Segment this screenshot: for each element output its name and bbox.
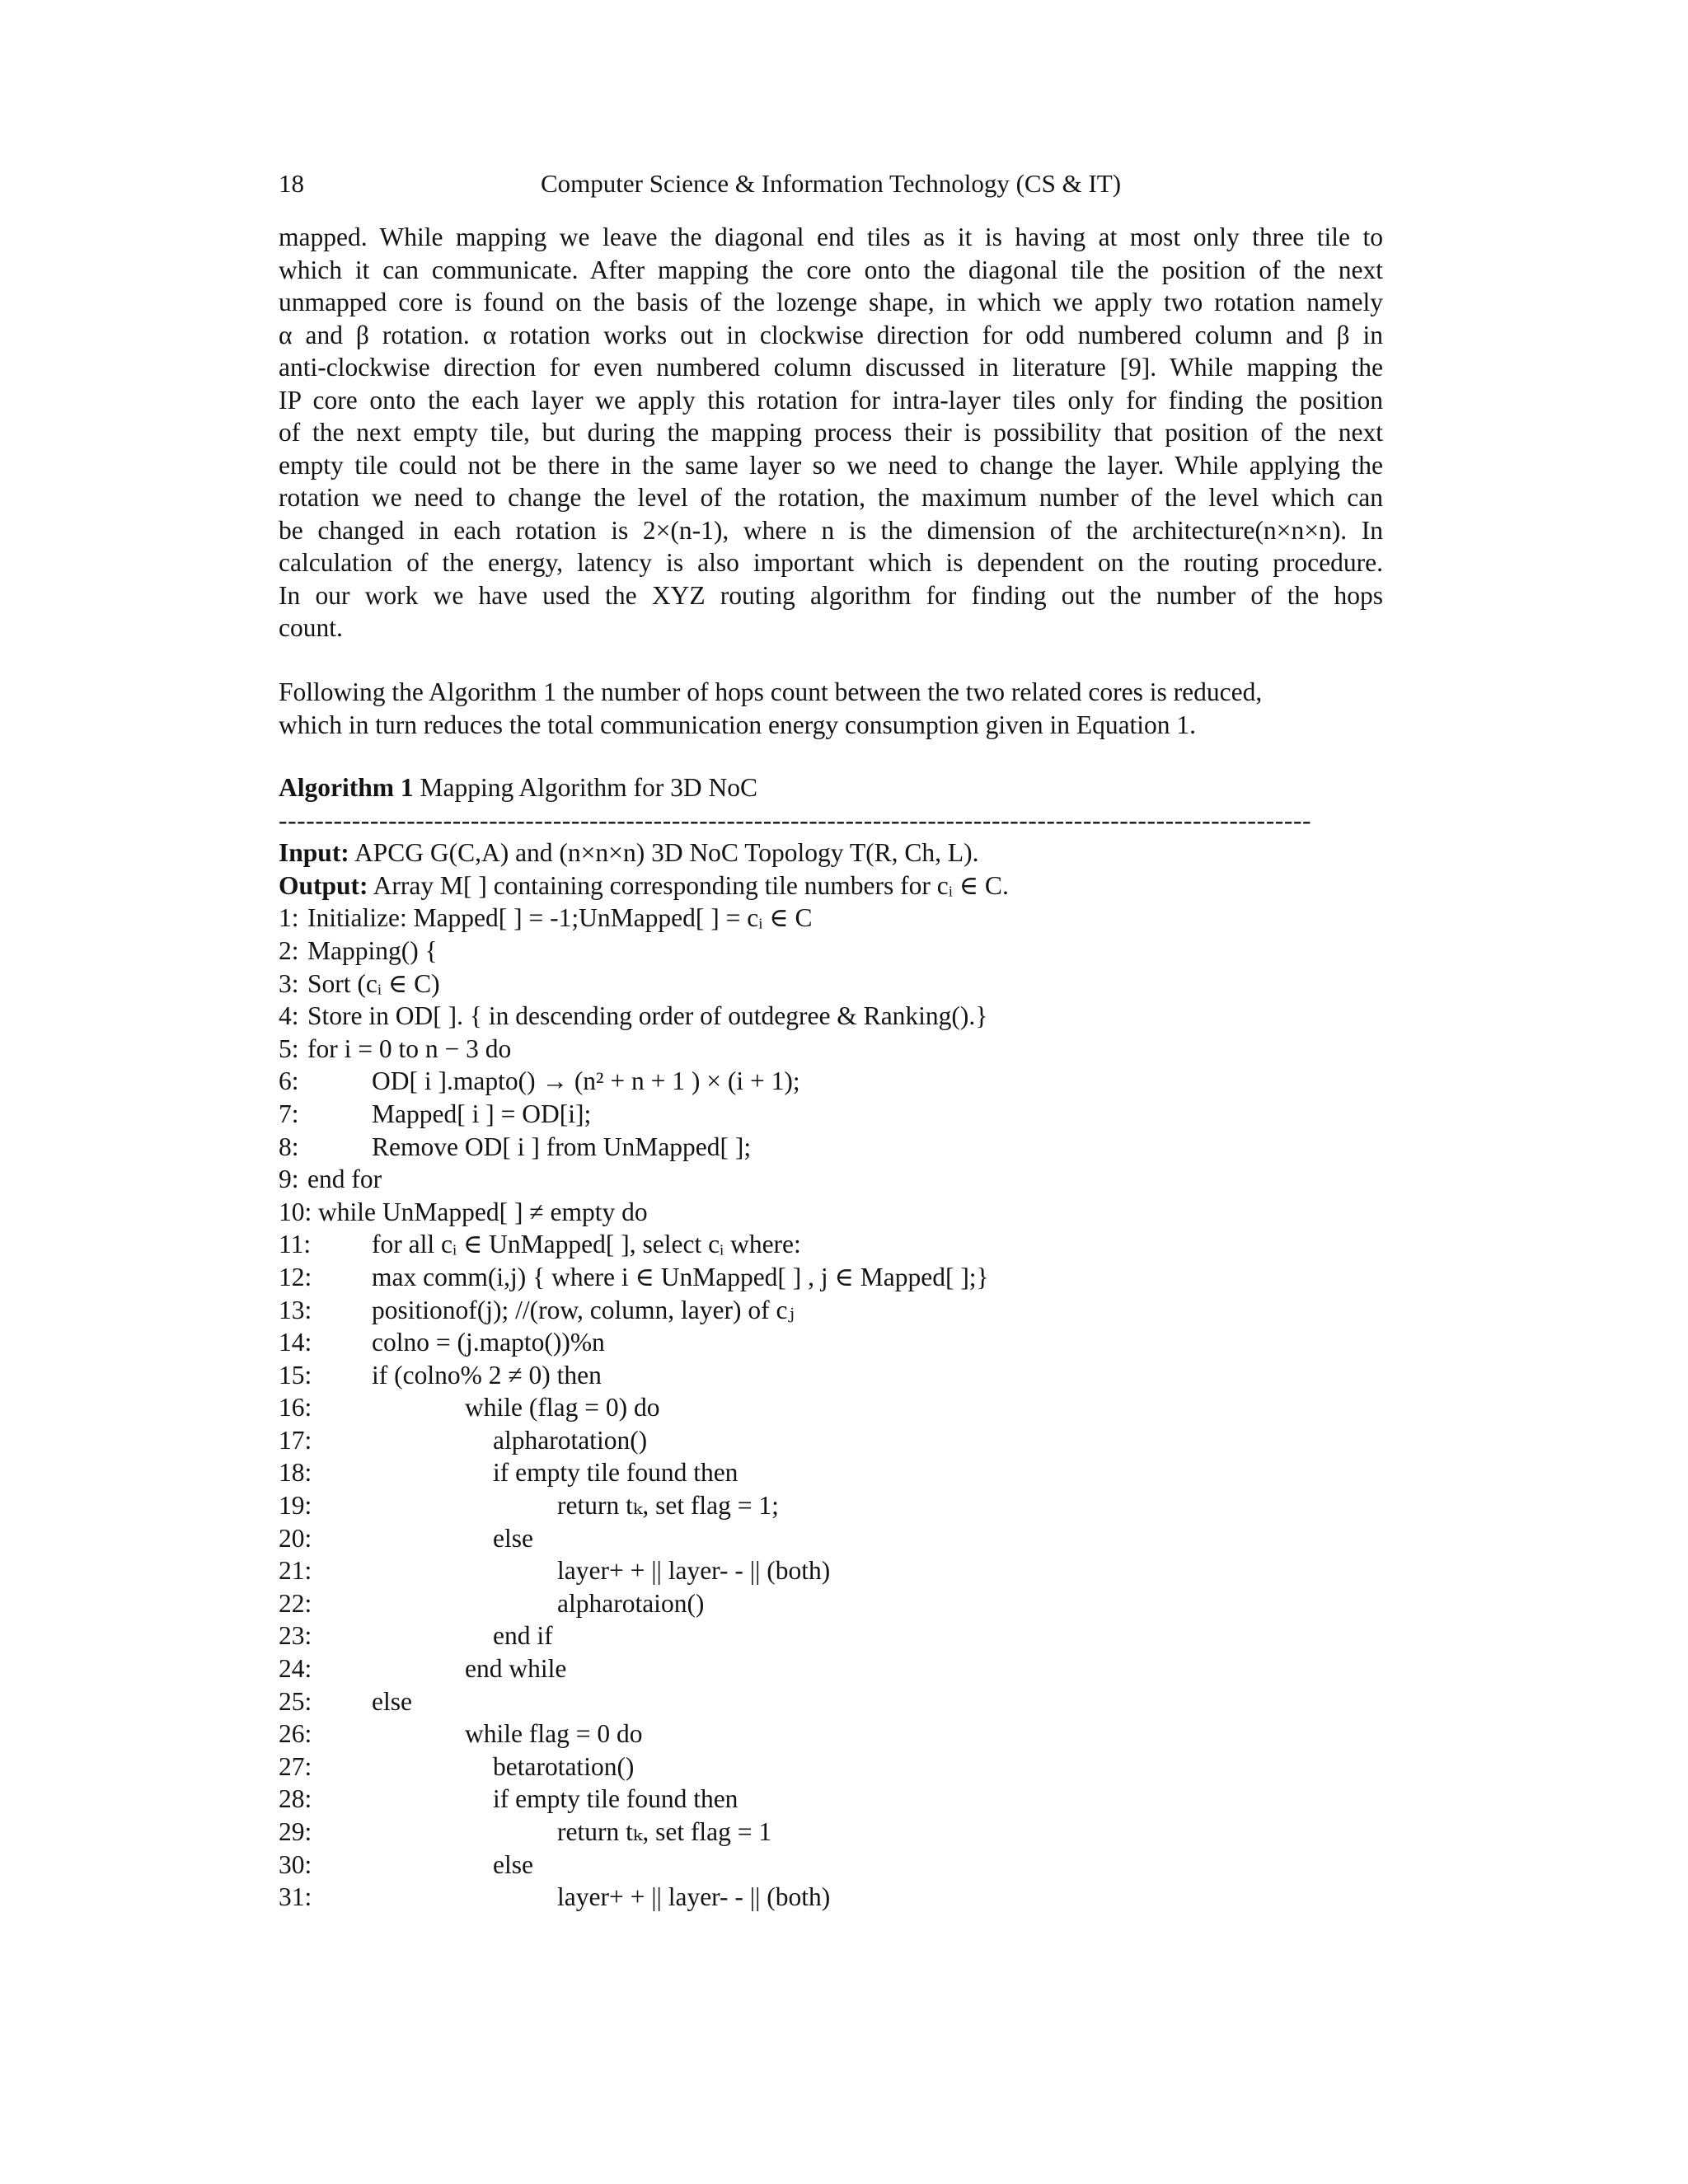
line-code: layer+ + || layer- - || (both) xyxy=(557,1556,831,1586)
line-number: 29: xyxy=(279,1817,312,1846)
algorithm-line xyxy=(279,1587,1383,1620)
input-label: Input: xyxy=(279,838,349,868)
algorithm-line xyxy=(279,1652,1383,1685)
dashed-rule: ----------------------------------------------------------------------------------------------------------------- xyxy=(279,805,1312,835)
line-code: max comm(i,j) { where i ∈ UnMapped[ ] , j ∈ Mapped[ ];} xyxy=(372,1262,989,1291)
algorithm-line xyxy=(279,1359,1383,1392)
algorithm-line xyxy=(279,1098,1383,1131)
line-number: 4: xyxy=(279,1001,299,1031)
algorithm-line xyxy=(279,1261,1383,1294)
line-code: Mapped[ i ] = OD[i]; xyxy=(372,1099,592,1128)
line-code: while flag = 0 do xyxy=(465,1719,643,1749)
algorithm-line xyxy=(279,935,1383,968)
algorithm-block xyxy=(279,771,1383,1914)
algorithm-lines xyxy=(279,902,1383,1913)
line-code: end for xyxy=(307,1165,382,1194)
line-number: 25: xyxy=(279,1686,312,1716)
text-line: α and β rotation. α rotation works out in clockwise direction for odd numbered column and β in xyxy=(279,320,1383,349)
line-code: for i = 0 to n − 3 do xyxy=(307,1033,512,1063)
page-header xyxy=(279,169,1383,207)
algorithm-line xyxy=(279,1881,1383,1914)
algorithm-line xyxy=(279,1489,1383,1522)
line-number: 12: xyxy=(279,1262,312,1291)
line-number: 19: xyxy=(279,1491,312,1521)
line-code: if (colno% 2 ≠ 0) then xyxy=(372,1360,602,1390)
line-code: colno = (j.mapto())%n xyxy=(372,1328,605,1357)
algorithm-caption xyxy=(279,771,1383,804)
line-number: 15: xyxy=(279,1360,312,1390)
line-code: positionof(j); //(row, column, layer) of cⱼ xyxy=(372,1295,795,1324)
algorithm-line xyxy=(279,1750,1383,1783)
algorithm-line xyxy=(279,1131,1383,1164)
body-paragraph-2 xyxy=(279,676,1383,741)
line-code: if empty tile found then xyxy=(493,1784,738,1814)
line-code: Initialize: Mapped[ ] = -1;UnMapped[ ] = cᵢ ∈ C xyxy=(307,903,813,933)
text-line: which in turn reduces the total communication energy consumption given in Equation 1. xyxy=(279,710,1197,739)
algorithm-line xyxy=(279,1424,1383,1457)
text-line: rotation we need to change the level of the rotation, the maximum number of the level which can xyxy=(279,483,1383,512)
algorithm-line xyxy=(279,1294,1383,1327)
text-line: of the next empty tile, but during the mapping process their is possibility that position of the next xyxy=(279,418,1383,447)
line-code: while UnMapped[ ] ≠ empty do xyxy=(318,1197,648,1226)
text-line: Following the Algorithm 1 the number of hops count between the two related cores is reduced, xyxy=(279,677,1263,706)
line-code: alpharotaion() xyxy=(557,1588,705,1618)
algorithm-line xyxy=(279,1522,1383,1555)
line-number: 22: xyxy=(279,1588,312,1618)
algorithm-line xyxy=(279,1816,1383,1849)
text-line: mapped. While mapping we leave the diagonal end tiles as it is having at most only three tile to xyxy=(279,223,1383,251)
line-number: 24: xyxy=(279,1654,312,1684)
line-code: Sort (cᵢ ∈ C) xyxy=(307,968,440,998)
algorithm-line xyxy=(279,1000,1383,1033)
line-code: end while xyxy=(465,1654,567,1684)
algorithm-line xyxy=(279,1163,1383,1196)
line-code: end if xyxy=(493,1621,553,1651)
algorithm-label: Algorithm 1 xyxy=(279,773,414,802)
line-code: return tₖ, set flag = 1; xyxy=(557,1491,779,1521)
algorithm-title: Mapping Algorithm for 3D NoC xyxy=(420,773,757,802)
line-number: 9: xyxy=(279,1165,299,1194)
text-line: empty tile could not be there in the same layer so we need to change the layer. While applying the xyxy=(279,450,1383,480)
text-line: calculation of the energy, latency is also important which is dependent on the routing procedure. xyxy=(279,548,1383,577)
algorithm-line xyxy=(279,1783,1383,1816)
algorithm-input xyxy=(279,837,1383,869)
line-code: else xyxy=(372,1686,412,1716)
algorithm-output xyxy=(279,869,1383,902)
line-code: OD[ i ].mapto() → (n² + n + 1 ) × (i + 1); xyxy=(372,1066,800,1096)
line-number: 16: xyxy=(279,1393,312,1422)
algorithm-line xyxy=(279,1718,1383,1750)
algorithm-line xyxy=(279,1685,1383,1718)
line-number: 13: xyxy=(279,1295,312,1324)
text-line: be changed in each rotation is 2×(n-1), where n is the dimension of the architecture(n×n×n). In xyxy=(279,515,1383,545)
line-number: 21: xyxy=(279,1556,312,1586)
algorithm-line xyxy=(279,1326,1383,1359)
text-line: IP core onto the each layer we apply this rotation for intra-layer tiles only for finding the position xyxy=(279,385,1383,415)
body-paragraph-1 xyxy=(279,221,1383,644)
algorithm-line xyxy=(279,1065,1383,1098)
line-code: for all cᵢ ∈ UnMapped[ ], select cᵢ where: xyxy=(372,1230,801,1259)
algorithm-line xyxy=(279,1849,1383,1882)
line-number: 11: xyxy=(279,1230,312,1259)
text-line: which it can communicate. After mapping the core onto the diagonal tile the position of the next xyxy=(279,255,1383,284)
line-code: alpharotation() xyxy=(493,1425,648,1455)
algorithm-line xyxy=(279,1391,1383,1424)
algorithm-line xyxy=(279,1619,1383,1652)
line-number: 3: xyxy=(279,968,299,998)
line-code: Remove OD[ i ] from UnMapped[ ]; xyxy=(372,1132,752,1161)
line-code: while (flag = 0) do xyxy=(465,1393,660,1422)
input-text: APCG G(C,A) and (n×n×n) 3D NoC Topology T(R, Ch, L). xyxy=(354,838,979,868)
line-number: 14: xyxy=(279,1328,312,1357)
line-code: if empty tile found then xyxy=(493,1458,738,1488)
line-code: else xyxy=(493,1849,533,1879)
line-code: return tₖ, set flag = 1 xyxy=(557,1817,772,1846)
algorithm-line xyxy=(279,1456,1383,1489)
algorithm-line xyxy=(279,968,1383,1001)
line-number: 18: xyxy=(279,1458,312,1488)
page-number: 18 xyxy=(279,169,304,198)
line-number: 17: xyxy=(279,1425,312,1455)
running-title: Computer Science & Information Technology (CS & IT) xyxy=(540,169,1122,198)
line-number: 8: xyxy=(279,1132,299,1161)
line-number: 6: xyxy=(279,1066,299,1096)
line-code: else xyxy=(493,1523,533,1553)
line-code: Mapping() { xyxy=(307,935,438,965)
line-number: 27: xyxy=(279,1751,312,1781)
line-number: 28: xyxy=(279,1784,312,1814)
line-code: layer+ + || layer- - || (both) xyxy=(557,1882,831,1912)
text-line: unmapped core is found on the basis of the lozenge shape, in which we apply two rotation namely xyxy=(279,288,1383,316)
line-number: 5: xyxy=(279,1033,299,1063)
output-text: Array M[ ] containing corresponding tile numbers for cᵢ ∈ C. xyxy=(373,870,1009,900)
line-number: 10: xyxy=(279,1197,312,1226)
line-code: Store in OD[ ]. { in descending order of outdegree & Ranking().} xyxy=(307,1001,988,1031)
line-number: 7: xyxy=(279,1099,299,1128)
line-number: 30: xyxy=(279,1849,312,1879)
text-line: In our work we have used the XYZ routing algorithm for finding out the number of the hops xyxy=(279,580,1383,610)
line-number: 2: xyxy=(279,935,299,965)
algorithm-line xyxy=(279,1033,1383,1066)
algorithm-line xyxy=(279,1196,1383,1229)
algorithm-line xyxy=(279,1228,1383,1261)
line-number: 31: xyxy=(279,1882,312,1912)
line-number: 1: xyxy=(279,903,299,933)
line-number: 26: xyxy=(279,1719,312,1749)
output-label: Output: xyxy=(279,870,368,900)
text-line: count. xyxy=(279,613,343,642)
line-number: 20: xyxy=(279,1523,312,1553)
line-number: 23: xyxy=(279,1621,312,1651)
line-code: betarotation() xyxy=(493,1751,635,1781)
text-line: anti-clockwise direction for even numbered column discussed in literature [9]. While mapping the xyxy=(279,353,1383,382)
algorithm-line xyxy=(279,902,1383,935)
algorithm-line xyxy=(279,1554,1383,1587)
